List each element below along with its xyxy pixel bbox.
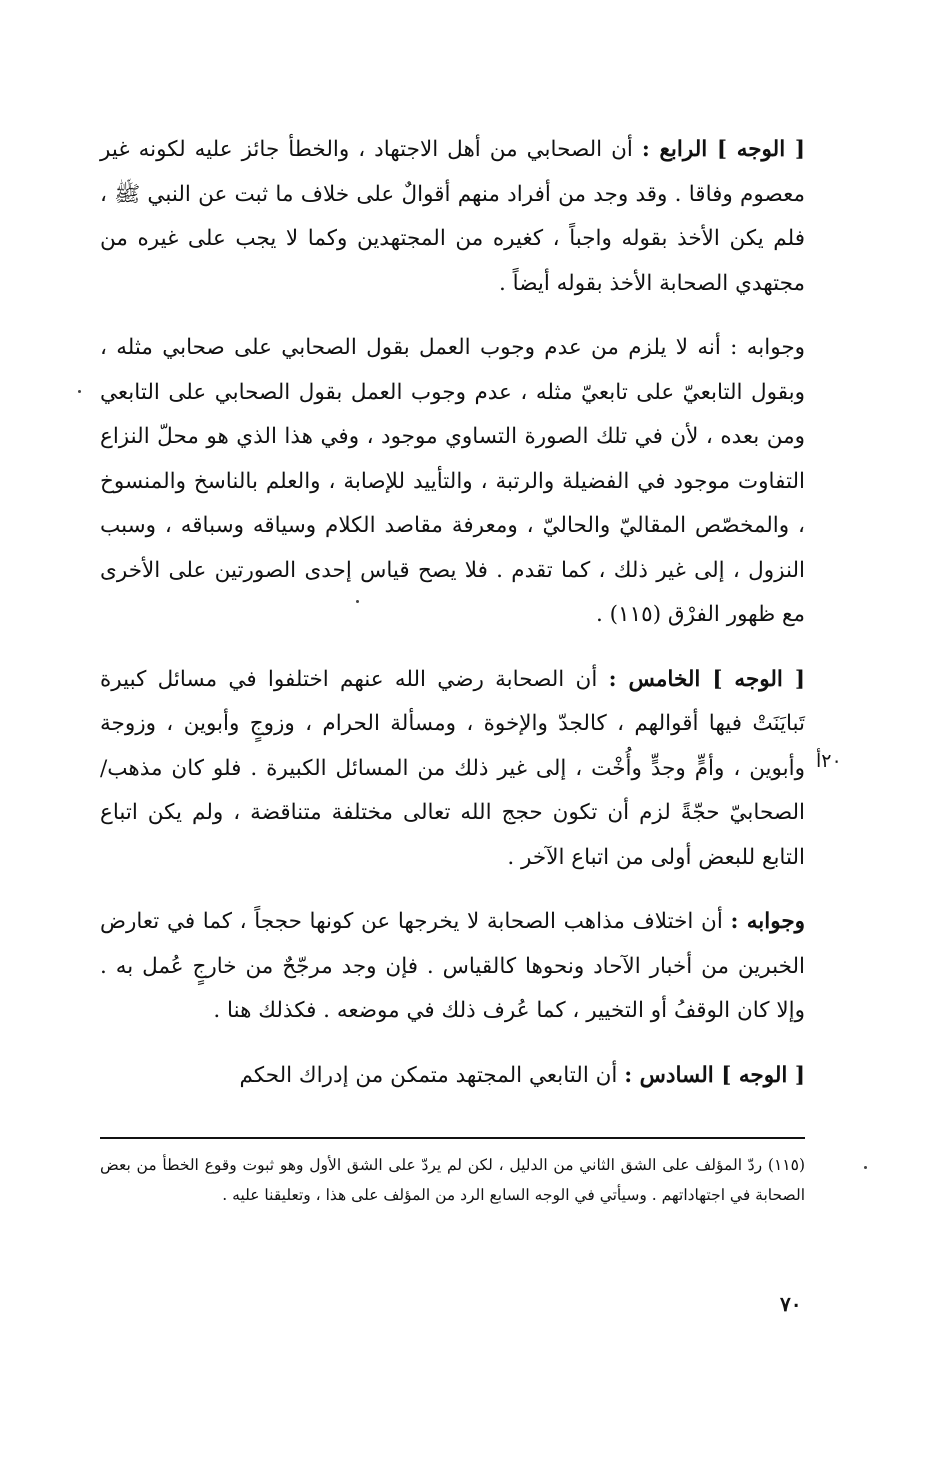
footnotes <box>100 1150 805 1210</box>
margin-dot <box>78 390 81 393</box>
paragraph-answer-fourth <box>100 326 805 638</box>
paragraph-heading: وجوابه : <box>730 909 805 934</box>
main-text <box>100 128 805 1098</box>
paragraph-heading: [ الوجه ] الرابع : <box>641 137 805 162</box>
paragraph-body: أن الصحابي من أهل الاجتهاد ، والخطأ جائز عليه لكونه غير معصوم وفاقا . وقد وجد من أفراد منهم أقوالٌ على خلاف ما ثبت عن النبي ﷺ ، فلم يكن الأخذ بقوله واجباً ، كغيره من المجتهدين وكما لا يجب على غيره من مجتهدي الصحابة الأخذ بقوله أيضاً . <box>100 137 805 296</box>
footnote-115: (١١٥) ردّ المؤلف على الشق الثاني من الدليل ، لكن لم يردّ على الشق الأول وهو ثبوت وقوع الخطأ من بعض الصحابة في اجتهاداتهم . وسيأتي في الوجه السابع الرد من المؤلف على هذا ، وتعليقنا عليه . <box>100 1156 805 1204</box>
paragraph-fourth-aspect <box>100 128 805 306</box>
paragraph-body: أن الصحابة رضي الله عنهم اختلفوا في مسائل كبيرة تَبايَنَتْ فيها أقوالهم ، كالجدّ والإخوة ، ومسألة الحرام ، وزوجٍ وأبوين ، وزوجة وأبوين ، وأمٍّ وجدٍّ وأُخْت ، إلى غير ذلك من المسائل الكبيرة . فلو كان مذهب/الصحابيّ حجّةً لزم أن تكون حجج الله تعالى مختلفة متناقضة ، ولم يكن اتباع التابع للبعض أولى من اتباع الآخر . <box>100 666 805 870</box>
paragraph-heading: [ الوجه ] السادس : <box>624 1062 805 1088</box>
margin-dot <box>356 600 359 603</box>
paragraph-body: أن التابعي المجتهد متمكن من إدراك الحكم <box>239 1062 618 1088</box>
paragraph-body: أن اختلاف مذاهب الصحابة لا يخرجها عن كونها حججاً ، كما في تعارض الخبرين من أخبار الآحاد ونحوها كالقياس . فإن وجد مرجّحٌ من خارجٍ عُمل به . وإلا كان الوقفُ أو التخيير ، كما عُرف ذلك في موضعه . فكذلك هنا . <box>100 909 805 1023</box>
footnote-divider <box>100 1137 805 1139</box>
manuscript-folio-marker: ٢٠أ <box>816 750 842 772</box>
paragraph-fifth-aspect <box>100 658 805 881</box>
paragraph-answer-fifth <box>100 900 805 1034</box>
paragraph-sixth-aspect <box>100 1054 805 1099</box>
page-number: ٧٠ <box>780 1292 802 1316</box>
paragraph-body: وجوابه : أنه لا يلزم من عدم وجوب العمل بقول الصحابي على صحابي مثله ، وبقول التابعيّ على تابعيّ مثله ، عدم وجوب العمل بقول الصحابي على التابعي ومن بعده ، لأن في تلك الصورة التساوي موجود ، وفي هذا الذي هو محلّ النزاع التفاوت موجود في الفضيلة والرتبة ، والتأييد للإصابة ، والعلم بالناسخ والمنسوخ ، والمخصّص المقاليّ والحاليّ ، ومعرفة مقاصد الكلام وسياقه وسباقه ، وسبب النزول ، إلى غير ذلك ، كما تقدم . فلا يصح قياس إحدى الصورتين على الأخرى مع ظهور الفرْق (١١٥) . <box>100 335 805 627</box>
paragraph-heading: [ الوجه ] الخامس : <box>608 666 805 692</box>
margin-dot <box>864 1166 867 1169</box>
